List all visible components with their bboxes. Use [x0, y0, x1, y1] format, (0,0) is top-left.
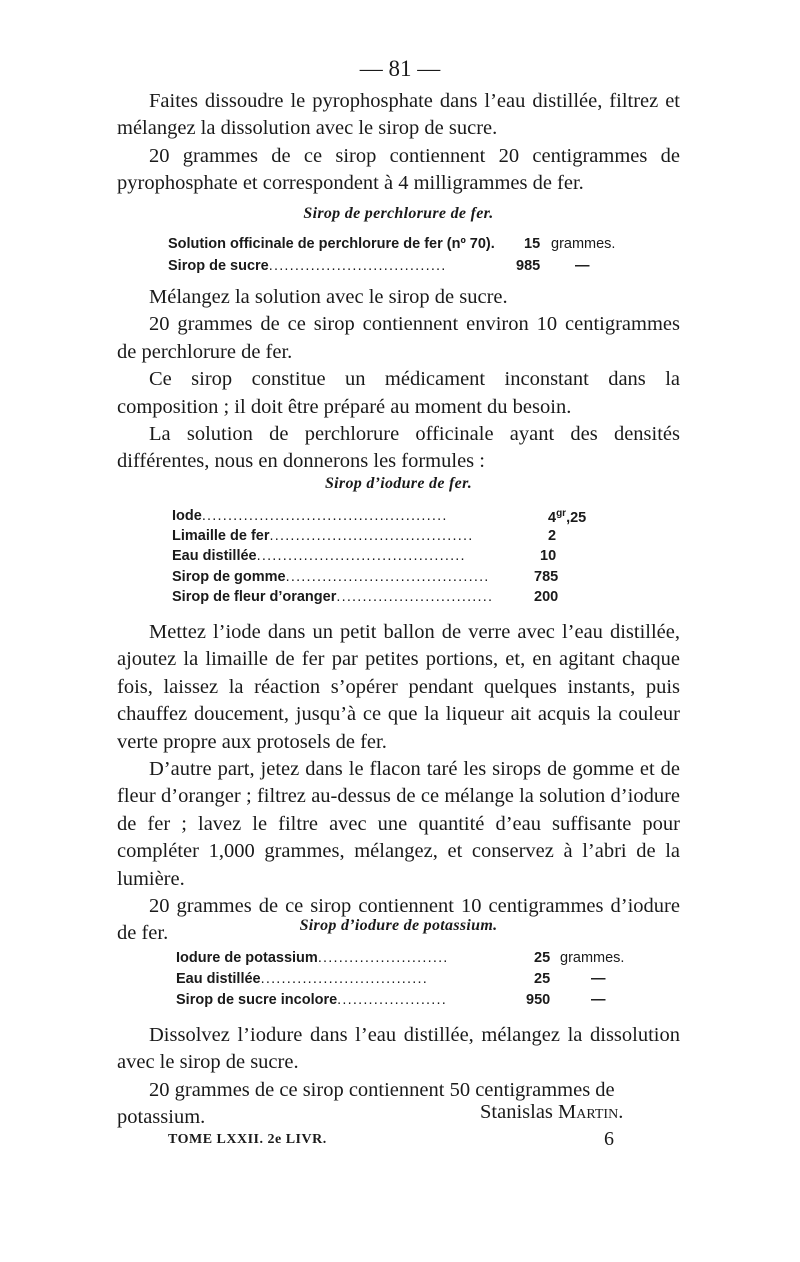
ingredient-unit: grammes. [560, 950, 625, 966]
ingredient-quantity: 25 [534, 950, 551, 966]
paragraph-1-block [117, 88, 680, 198]
ingredient-name: Eau distillée........................................ [172, 548, 466, 564]
paragraph: Faites dissoudre le pyrophosphate dans l’eau distillée, filtrez et mélangez la dissolution avec le sirop de sucre. [117, 90, 680, 140]
paragraph-block-2 [117, 284, 680, 476]
paragraph: Mélangez la solution avec le sirop de sucre. [149, 286, 508, 308]
recipe-iodure-potassium [176, 950, 646, 1012]
ingredient-quantity: 25 [534, 971, 551, 987]
ingredient-name: Limaille de fer....................................... [172, 528, 474, 544]
ingredient-quantity: 785 [534, 569, 559, 585]
paragraph: Ce sirop constitue un médicament inconstant dans la composition ; il doit être préparé au moment du besoin. [117, 368, 680, 418]
ingredient-name: Sirop de fleur d’oranger.............................. [172, 589, 494, 605]
ingredient-name: Solution officinale de perchlorure de fer (nº 70). [168, 236, 495, 252]
ingredient-name: Eau distillée................................ [176, 971, 428, 987]
author-surname: Martin. [558, 1101, 624, 1123]
paragraph: Dissolvez l’iodure dans l’eau distillée, mélangez la dissolution avec le sirop de sucre. [117, 1024, 680, 1074]
ingredient-quantity: $4^{gr},25$ [548, 508, 587, 526]
paragraph: 20 grammes de ce sirop contiennent environ 10 centigrammes de perchlorure de fer. [117, 313, 680, 363]
author-signature [480, 1101, 623, 1124]
ingredient-quantity: 15 [524, 236, 541, 252]
paragraph: 20 grammes de ce sirop contiennent 10 centigrammes d’iodure de fer. [117, 895, 680, 945]
ingredient-unit: — [591, 971, 606, 987]
footer-volume: TOME LXXII. 2e LIVR. [168, 1132, 327, 1147]
paragraph: 20 grammes de ce sirop contiennent 20 centigrammes de pyrophosphate et correspondent à 4 milligrammes de fer. [117, 144, 680, 195]
page-number: — 81 — [359, 56, 441, 81]
section-heading: Sirop d’iodure de fer. [324, 475, 473, 492]
recipe-iodure-fer [172, 508, 612, 610]
ingredient-unit: — [575, 258, 590, 274]
ingredient-name: Sirop de sucre incolore..................... [176, 992, 447, 1008]
ingredient-name: Sirop de sucre.................................. [168, 258, 447, 274]
section-heading: Sirop d’iodure de potassium. [299, 917, 498, 934]
ingredient-quantity: 985 [516, 258, 541, 274]
ingredient-quantity: 10 [540, 548, 557, 564]
ingredient-name: Sirop de gomme....................................... [172, 569, 490, 585]
ingredient-name: Iodure de potassium......................... [176, 950, 449, 966]
paragraph: D’autre part, jetez dans le flacon taré les sirops de gomme et de fleur d’oranger ; filtrez au-dessus de ce mélange la solution d’iodure de fer ; lavez le filtre avec une quantité d’eau suffisante pour compléter 1,000 grammes, mélangez, et conservez à l’abri de la lumière. [117, 758, 680, 890]
ingredient-quantity: 950 [526, 992, 551, 1008]
ingredient-quantity: 200 [534, 589, 559, 605]
ingredient-unit: grammes. [551, 236, 616, 252]
paragraph: 20 grammes de ce sirop contiennent 50 centigrammes de potassium. [117, 1078, 615, 1129]
paragraph: La solution de perchlorure officinale ayant des densités différentes, nous en donnerons les formules : [117, 423, 680, 473]
section-heading: Sirop de perchlorure de fer. [303, 205, 494, 222]
author-first-name: Stanislas [480, 1101, 553, 1123]
ingredient-quantity: 2 [548, 528, 557, 544]
ingredient-name: Iode............................................... [172, 508, 448, 524]
footer-signature-number: 6 [604, 1128, 614, 1150]
recipe-perchlorure [168, 236, 648, 280]
paragraph: Mettez l’iode dans un petit ballon de verre avec l’eau distillée, ajoutez la limaille de fer par petites portions, et, en agitant chaque fois, laissez la réaction s’opérer pendant quelques instants, puis chauffez doucement, jusqu’à ce que la liqueur ait acquis la couleur verte propre aux protosels de fer. [117, 621, 680, 753]
ingredient-unit: — [591, 992, 606, 1008]
paragraph-block-3 [117, 619, 680, 948]
